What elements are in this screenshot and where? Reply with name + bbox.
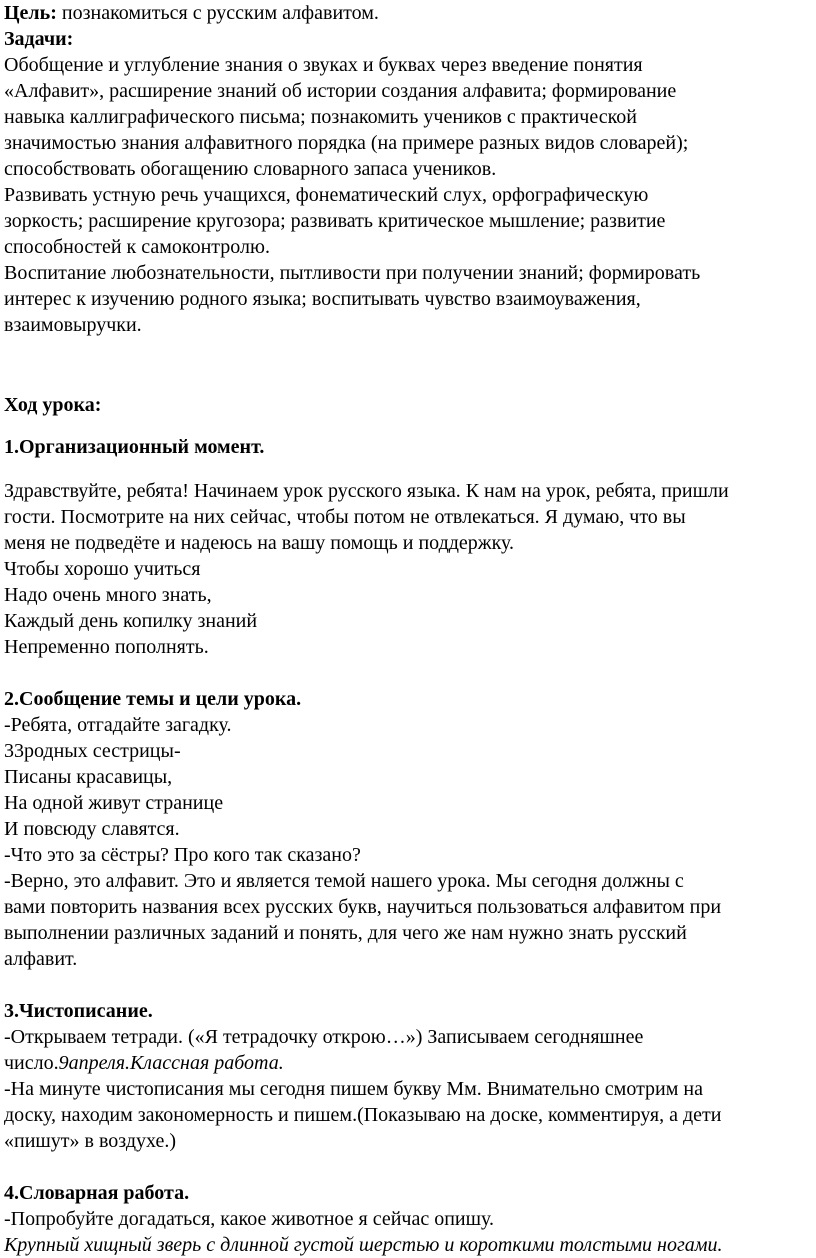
section-1-title: 1.Организационный момент. bbox=[4, 436, 265, 458]
poem-line: Чтобы хорошо учиться bbox=[4, 558, 201, 580]
poem-line: Каждый день копилку знаний bbox=[4, 610, 258, 632]
section-2-line: -Верно, это алфавит. Это и является темой нашего урока. Мы сегодня должны с bbox=[4, 870, 684, 892]
section-2-title: 2.Сообщение темы и цели урока. bbox=[4, 688, 302, 710]
section-2-line: -Ребята, отгадайте загадку. bbox=[4, 714, 232, 736]
tasks-line: Воспитание любознательности, пытливости при получении знаний; формировать bbox=[4, 262, 701, 284]
section-2-line: -Что это за сёстры? Про кого так сказано? bbox=[4, 844, 361, 866]
spacer bbox=[4, 460, 812, 478]
tasks-line: навыка каллиграфического письма; познакомить учеников с практической bbox=[4, 106, 637, 128]
section-1-line: меня не подведёте и надеюсь на вашу помощь и поддержку. bbox=[4, 532, 515, 554]
riddle-line: И повсюду славятся. bbox=[4, 818, 180, 840]
tasks-line: Развивать устную речь учащихся, фонематический слух, орфографическую bbox=[4, 184, 649, 206]
poem-line: Надо очень много знать, bbox=[4, 584, 212, 606]
section-3-line: -На минуте чистописания мы сегодня пишем букву Мм. Внимательно смотрим на bbox=[4, 1078, 703, 1100]
section-3-line: доску, находим закономерность и пишем.(Показываю на доске, комментируя, а дети bbox=[4, 1104, 722, 1126]
section-3-date-line bbox=[4, 1050, 812, 1076]
goal-line bbox=[4, 0, 812, 26]
spacer bbox=[4, 1154, 812, 1180]
section-3-date-italic: 9апреля.Классная работа. bbox=[58, 1052, 284, 1074]
tasks-label: Задачи: bbox=[4, 28, 74, 50]
tasks-line: зоркость; расширение кругозора; развивать критическое мышление; развитие bbox=[4, 210, 666, 232]
spacer bbox=[4, 338, 812, 392]
spacer bbox=[4, 972, 812, 998]
lesson-heading: Ход урока: bbox=[4, 394, 102, 416]
goal-text: познакомиться с русским алфавитом. bbox=[56, 2, 379, 24]
poem-line: Непременно пополнять. bbox=[4, 636, 209, 658]
spacer bbox=[4, 418, 812, 434]
section-4-line: -Попробуйте догадаться, какое животное я сейчас опишу. bbox=[4, 1208, 495, 1230]
tasks-line: взаимовыручки. bbox=[4, 314, 142, 336]
section-3-line: «пишут» в воздухе.) bbox=[4, 1130, 177, 1152]
tasks-line: Обобщение и углубление знания о звуках и буквах через введение понятия bbox=[4, 54, 643, 76]
section-1-line: Здравствуйте, ребята! Начинаем урок русского языка. К нам на урок, ребята, пришли bbox=[4, 480, 729, 502]
section-3-date-prefix: число. bbox=[4, 1052, 59, 1074]
tasks-line: способностей к самоконтролю. bbox=[4, 236, 270, 258]
riddle-line: На одной живут странице bbox=[4, 792, 224, 814]
section-2-line: вами повторить названия всех русских букв, научиться пользоваться алфавитом при bbox=[4, 896, 722, 918]
tasks-line: «Алфавит», расширение знаний об истории создания алфавита; формирование bbox=[4, 80, 677, 102]
section-3-title: 3.Чистописание. bbox=[4, 1000, 153, 1022]
goal-label: Цель: bbox=[4, 2, 57, 24]
section-2-line: алфавит. bbox=[4, 948, 78, 970]
riddle-line: 33родных сестрицы- bbox=[4, 740, 181, 762]
tasks-line: значимостью знания алфавитного порядка (на примере разных видов словарей); bbox=[4, 132, 689, 154]
section-4-title: 4.Словарная работа. bbox=[4, 1182, 190, 1204]
section-4-italic-line: Крупный хищный зверь с длинной густой шерстью и короткими толстыми ногами. bbox=[4, 1234, 723, 1256]
spacer bbox=[4, 660, 812, 686]
riddle-line: Писаны красавицы, bbox=[4, 766, 173, 788]
section-1-line: гости. Посмотрите на них сейчас, чтобы потом не отвлекаться. Я думаю, что вы bbox=[4, 506, 686, 528]
tasks-line: интерес к изучению родного языка; воспитывать чувство взаимоуважения, bbox=[4, 288, 641, 310]
section-3-line: -Открываем тетради. («Я тетрадочку открою…») Записываем сегодняшнее bbox=[4, 1026, 644, 1048]
tasks-line: способствовать обогащению словарного запаса учеников. bbox=[4, 158, 497, 180]
section-2-line: выполнении различных заданий и понять, для чего же нам нужно знать русский bbox=[4, 922, 687, 944]
